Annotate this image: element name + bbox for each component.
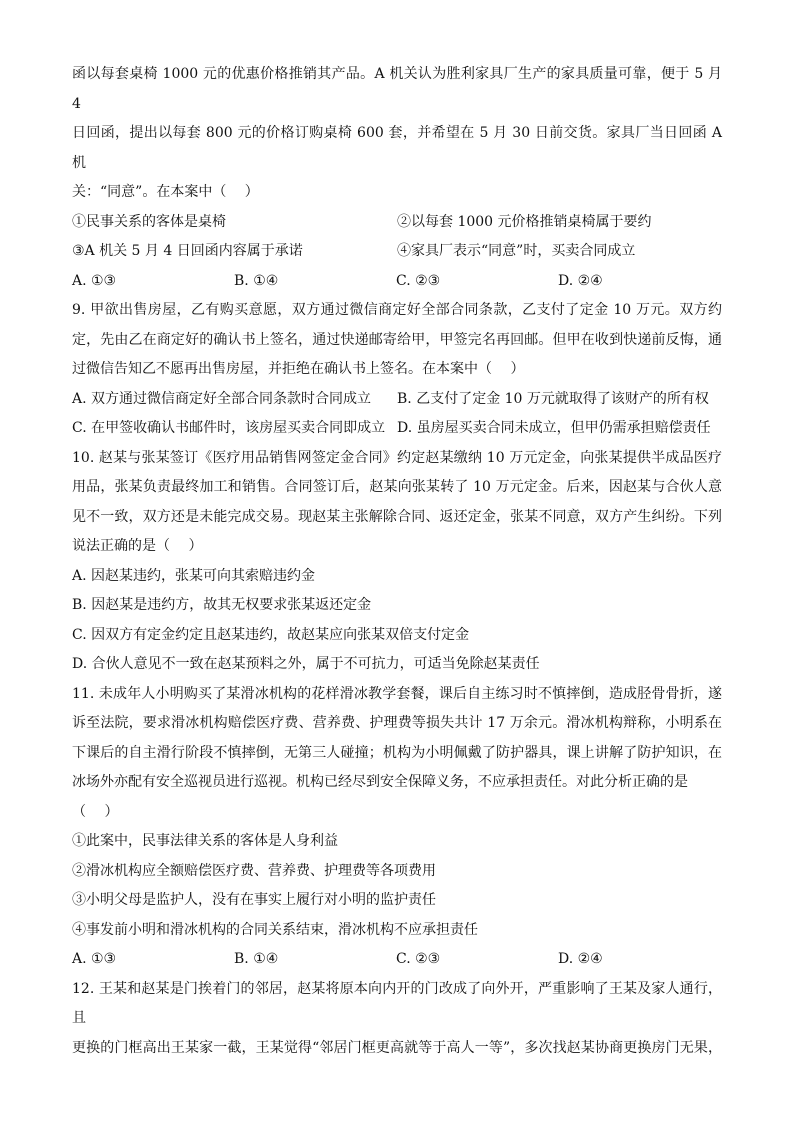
question-11 (72, 680, 722, 975)
option-a: A. 因赵某违约，张某可向其索赔违约金 (72, 567, 316, 584)
statement: ②以每套 1000 元价格推销桌椅属于要约 (397, 213, 652, 230)
question-text-line: 更换的门框高出王某家一截，王某觉得“邻居门框更高就等于高人一等”，多次找赵某协商更换房门无果， (72, 1039, 722, 1056)
statement: ③小明父母是监护人，没有在事实上履行对小明的监护责任 (72, 892, 436, 908)
answer-options-row (72, 385, 722, 415)
question-text-line: 诉至法院，要求滑冰机构赔偿医疗费、营养费、护理费等损失共计 17 万余元。滑冰机构辩称，小明系在 (72, 715, 722, 731)
question-text-line: 11. 未成年人小明购买了某滑冰机构的花样滑冰教学套餐，课后自主练习时不慎摔倒，造成胫骨骨折，遂 (72, 685, 722, 702)
option-b: B. 因赵某是违约方，故其无权要求张某返还定金 (72, 597, 372, 613)
question-text-line: 冰场外亦配有安全巡视员进行巡视。机构已经尽到安全保障义务，不应承担责任。对此分析正确的是 (72, 774, 688, 790)
option-a: A. ①③ (72, 951, 117, 967)
question-text-line: 下课后的自主滑行阶段不慎摔倒，无第三人碰撞；机构为小明佩戴了防护器具，课上讲解了防护知识，在 (72, 744, 722, 761)
question-text-line: （ ） (72, 803, 119, 820)
option-b: B. 乙支付了定金 10 万元就取得了该财产的所有权 (397, 390, 709, 407)
page-content (72, 60, 722, 1063)
question-text-line: 函以每套桌椅 1000 元的优惠价格推销其产品。A 机关认为胜利家具厂生产的家具质量可靠，便于 5 月 4 (72, 66, 722, 112)
option-d: D. ②④ (558, 951, 603, 967)
option-b: B. ①④ (234, 272, 279, 289)
statement: ③A 机关 5 月 4 日回函内容属于承诺 (72, 243, 303, 259)
option-d: D. 合伙人意见不一致在赵某预料之外，属于不可抗力，可适当免除赵某责任 (72, 656, 540, 672)
option-a: A. 双方通过微信商定好全部合同条款时合同成立 (72, 390, 372, 407)
answer-options (72, 945, 722, 975)
option-c: C. ②③ (396, 951, 441, 967)
question-text-line: 说法正确的是（ ） (72, 538, 203, 554)
option-d: D. ②④ (558, 272, 603, 289)
question-text-line: 12. 王某和赵某是门挨着门的邻居，赵某将原本向内开的门改成了向外开，严重影响了王某及家人通行，且 (72, 980, 722, 1026)
question-text-line: 关：“同意”。在本案中（ ） (72, 184, 259, 200)
option-a: A. ①③ (72, 272, 117, 289)
question-text-line: 定，先由乙在商定好的确认书上签名，通过快递邮寄给甲，甲签完名再回邮。但甲在收到快递前反悔，通 (72, 331, 722, 348)
question-12 (72, 975, 722, 1064)
question-text-line: 用品，张某负责最终加工和销售。合同签订后，赵某向张某转了 10 万元定金。后来，因赵某与合伙人意 (72, 479, 722, 495)
option-c: C. ②③ (396, 272, 441, 289)
statement: ①此案中，民事法律关系的客体是人身利益 (72, 833, 338, 849)
question-text-line: 过微信告知乙不愿再出售房屋，并拒绝在确认书上签名。在本案中（ ） (72, 361, 525, 377)
statement: ④事发前小明和滑冰机构的合同关系结束，滑冰机构不应承担责任 (72, 921, 478, 938)
statement-row (72, 208, 722, 238)
option-c: C. 因双方有定金约定且赵某违约，故赵某应向张某双倍支付定金 (72, 626, 470, 643)
question-text-line: 见不一致，双方还是未能完成交易。现赵某主张解除合同、返还定金，张某不同意，双方产生纠纷。下列 (72, 508, 722, 525)
answer-options-row (72, 414, 722, 444)
statement: ④家具厂表示“同意”时，买卖合同成立 (397, 243, 636, 259)
question-8 (72, 60, 722, 296)
statement-row (72, 237, 722, 267)
option-b: B. ①④ (234, 951, 279, 967)
answer-options (72, 267, 722, 297)
question-text-line: 日回函，提出以每套 800 元的价格订购桌椅 600 套，并希望在 5 月 30 日前交货。家具厂当日回函 A 机 (72, 125, 722, 171)
question-text-line: 9. 甲欲出售房屋，乙有购买意愿，双方通过微信商定好全部合同条款，乙支付了定金 10 万元。双方约 (72, 302, 722, 318)
statement: ①民事关系的客体是桌椅 (72, 213, 226, 230)
question-text-line: 10. 赵某与张某签订《医疗用品销售网签定金合同》约定赵某缴纳 10 万元定金，向张某提供半成品医疗 (72, 449, 722, 466)
question-9 (72, 296, 722, 444)
option-c: C. 在甲签收确认书邮件时，该房屋买卖合同即成立 (72, 420, 386, 436)
statement: ②滑冰机构应全额赔偿医疗费、营养费、护理费等各项费用 (72, 862, 436, 879)
question-10 (72, 444, 722, 680)
option-d: D. 虽房屋买卖合同未成立，但甲仍需承担赔偿责任 (397, 420, 711, 436)
